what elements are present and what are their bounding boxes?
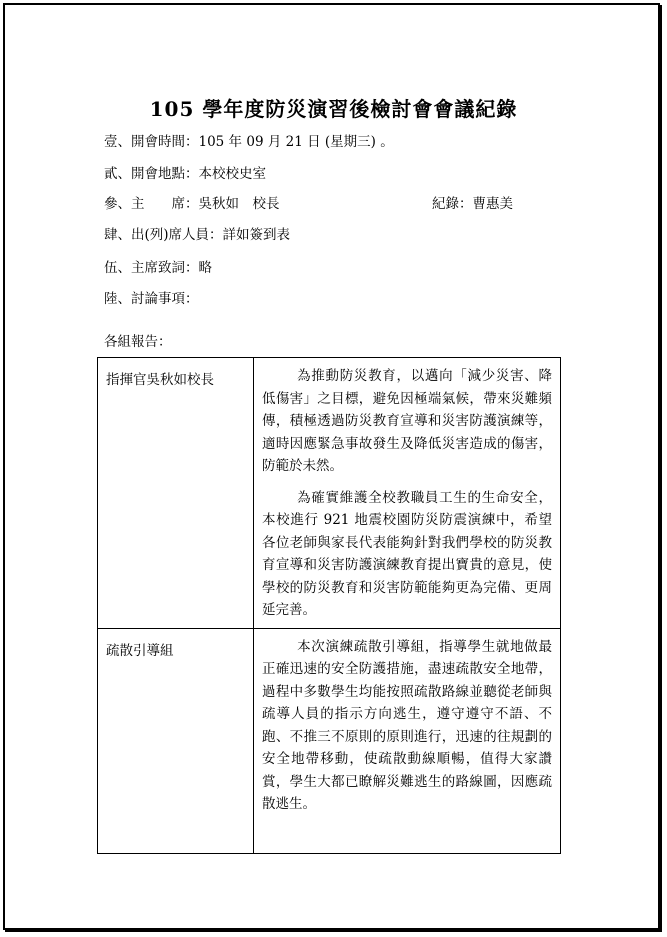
meeting-time-label: 壹、開會時間： [104, 134, 199, 150]
table-row [98, 628, 561, 853]
meeting-time [104, 133, 394, 151]
meeting-attendees [104, 226, 290, 244]
table-row [98, 358, 561, 629]
chair-speech [104, 259, 212, 277]
meeting-chair-value: 吳秋如 校長 [198, 196, 280, 212]
report-paragraph: 為確實維護全校教職員工生的生命安全，本校進行 921 地震校園防災防震演練中，希望各位老師與家長代表能夠針對我們學校的防災教育宣導和災害防護演練教育提出寶貴的意見，使學校的防災教育和災害防範能夠更為完備、更周延完善。 [262, 489, 552, 618]
meeting-time-value: 105 年 09 月 21 日 (星期三) 。 [198, 134, 394, 150]
discussion-items [104, 290, 199, 308]
attendees-value: 詳如簽到表 [222, 227, 291, 243]
report-paragraph: 為推動防災教育，以邁向「減少災害、降低傷害」之目標，避免因極端氣候，帶來災難頻傳，積極透過防災教育宣導和災害防護演練等，適時因應緊急事故發生及降低災害造成的傷害，防範於未然。 [262, 368, 552, 474]
meeting-location [104, 165, 266, 183]
reports-table [97, 357, 561, 854]
document-title: 105 學年度防災演習後檢討會會議紀錄 [149, 97, 518, 121]
report-group-name: 指揮官吳秋如校長 [98, 358, 254, 629]
chair-speech-value: 略 [198, 260, 212, 276]
chair-speech-label: 伍、主席致詞： [104, 260, 199, 276]
meeting-recorder [432, 195, 513, 213]
attendees-label: 肆、出(列)席人員： [104, 227, 223, 243]
report-group-name: 疏散引導組 [98, 628, 254, 853]
meeting-chair-label: 參、主 席： [104, 196, 199, 212]
discussion-label: 陸、討論事項： [104, 291, 199, 307]
report-content [254, 358, 561, 629]
meeting-location-label: 貳、開會地點： [104, 166, 199, 182]
recorder-label: 紀錄： [432, 196, 473, 212]
section-label: 各組報告： [104, 334, 172, 350]
report-content [254, 628, 561, 853]
meeting-location-value: 本校校史室 [198, 166, 266, 182]
meeting-chair [104, 195, 280, 213]
recorder-value: 曹惠美 [472, 196, 513, 212]
report-paragraph: 本次演練疏散引導組，指導學生就地做最正確迅速的安全防護措施，盡速疏散安全地帶，過程中多數學生均能按照疏散路線並聽從老師與疏導人員的指示方向逃生，遵守遵守不語、不跑、不推三不原則的原則進行，迅速的往規劃的安全地帶移動，使疏散動線順暢，值得大家讚賞，學生大都已瞭解災難逃生的路線圖，因應疏散逃生。 [262, 638, 552, 812]
